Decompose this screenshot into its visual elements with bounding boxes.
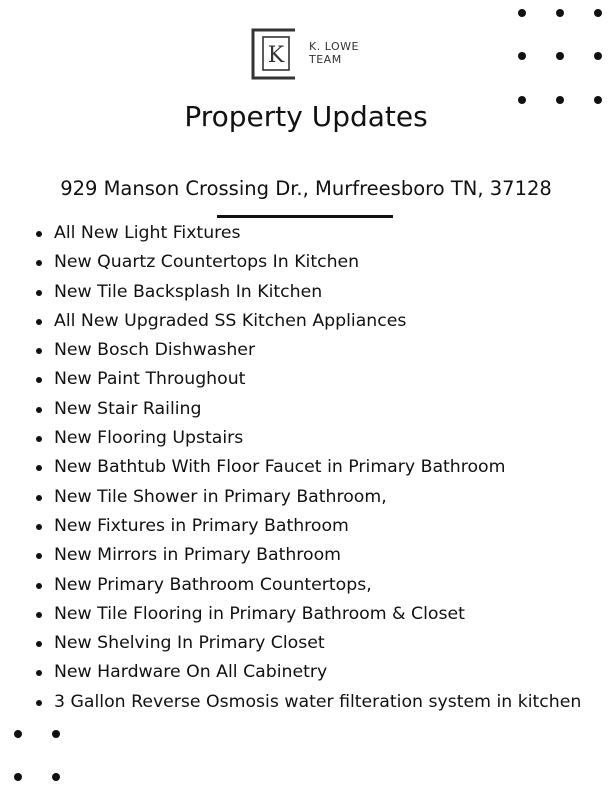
list-item: New Bosch Dishwasher (30, 336, 581, 365)
dot (14, 773, 22, 781)
updates-list (30, 219, 581, 717)
dot (556, 9, 564, 17)
logo-line-2: TEAM (309, 53, 342, 66)
list-item: All New Light Fixtures (30, 219, 581, 248)
list-item: New Stair Railing (30, 395, 581, 424)
brand-logo (251, 28, 359, 78)
dot (52, 730, 60, 738)
list-item: New Tile Backsplash In Kitchen (30, 278, 581, 307)
list-item: New Shelving In Primary Closet (30, 629, 581, 658)
dot (556, 52, 564, 60)
dot (518, 52, 526, 60)
list-item: New Flooring Upstairs (30, 424, 581, 453)
list-item: New Hardware On All Cabinetry (30, 658, 581, 687)
dot (518, 9, 526, 17)
list-item: New Primary Bathroom Countertops, (30, 571, 581, 600)
dot (594, 52, 602, 60)
list-item: New Tile Shower in Primary Bathroom, (30, 483, 581, 512)
dot (52, 773, 60, 781)
address-divider (217, 215, 393, 218)
list-item: New Mirrors in Primary Bathroom (30, 541, 581, 570)
list-item: New Fixtures in Primary Bathroom (30, 512, 581, 541)
logo-letter: K (267, 43, 285, 68)
property-address: 929 Manson Crossing Dr., Murfreesboro TN, 37128 (60, 177, 552, 200)
list-item: All New Upgraded SS Kitchen Appliances (30, 307, 581, 336)
page-title: Property Updates (184, 100, 428, 133)
k-logo-icon (251, 28, 297, 78)
list-item: New Bathtub With Floor Faucet in Primary Bathroom (30, 453, 581, 482)
list-item: New Tile Flooring in Primary Bathroom & Closet (30, 600, 581, 629)
logo-wordmark (309, 40, 359, 66)
list-item: New Quartz Countertops In Kitchen (30, 248, 581, 277)
logo-line-1: K. LOWE (309, 40, 359, 53)
list-item: New Paint Throughout (30, 365, 581, 394)
list-item: 3 Gallon Reverse Osmosis water filteration system in kitchen (30, 688, 581, 717)
dot (594, 9, 602, 17)
dot (14, 730, 22, 738)
